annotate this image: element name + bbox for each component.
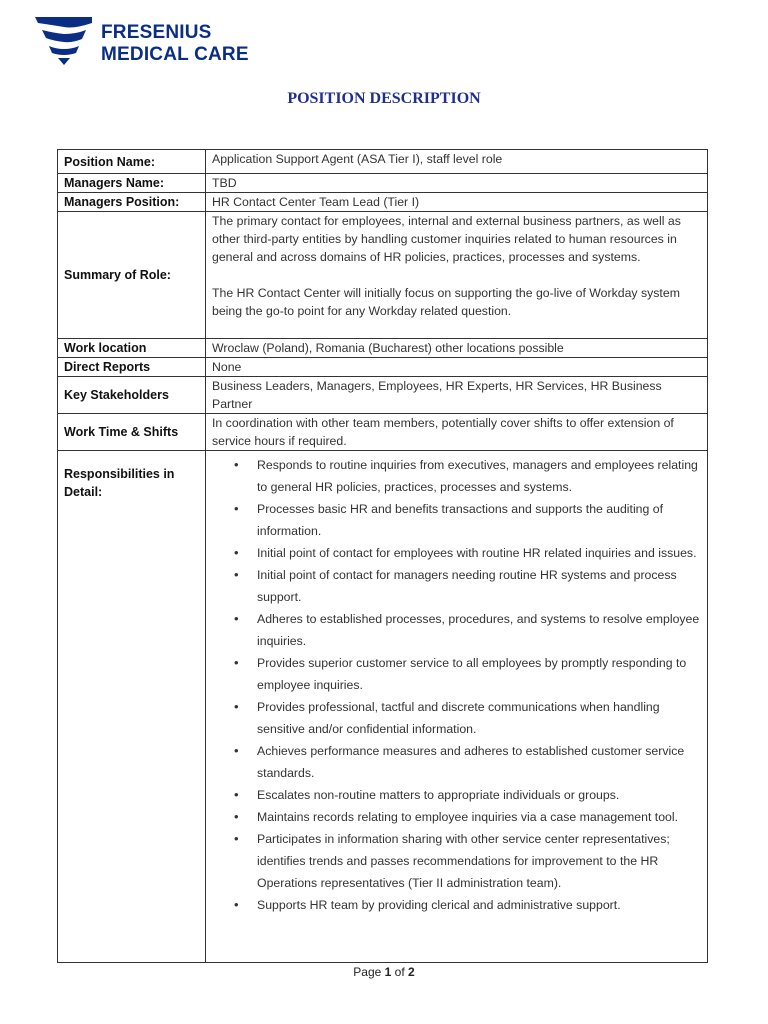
position-name-label: Position Name: [58, 150, 206, 174]
responsibilities-list [212, 451, 701, 916]
fresenius-logo-icon [34, 16, 94, 66]
direct-reports-value: None [206, 358, 708, 377]
table-row [58, 193, 708, 212]
list-item: • Initial point of contact for employees with routine HR related inquiries and issues. [212, 542, 701, 564]
position-table [57, 149, 708, 963]
table-row [58, 339, 708, 358]
work-location-label: Work location [58, 339, 206, 358]
table-row [58, 451, 708, 963]
responsibilities-label-text: Responsibilities in Detail: [64, 467, 175, 499]
work-location-value: Wroclaw (Poland), Romania (Bucharest) other locations possible [206, 339, 708, 358]
managers-position-label: Managers Position: [58, 193, 206, 212]
work-time-label: Work Time & Shifts [58, 414, 206, 451]
list-item: • Escalates non-routine matters to appropriate individuals or groups. [212, 784, 701, 806]
footer-total-pages: 2 [408, 965, 415, 979]
logo-line-2: MEDICAL CARE [101, 44, 249, 65]
list-item: • Processes basic HR and benefits transactions and supports the auditing of information. [212, 498, 701, 542]
work-time-value: In coordination with other team members, potentially cover shifts to offer extension of service hours if required. [206, 414, 708, 451]
list-item: • Provides superior customer service to all employees by promptly responding to employee inquiries. [212, 652, 701, 696]
direct-reports-label: Direct Reports [58, 358, 206, 377]
list-item: • Achieves performance measures and adheres to established customer service standards. [212, 740, 701, 784]
key-stakeholders-label: Key Stakeholders [58, 377, 206, 414]
position-name-value: Application Support Agent (ASA Tier I), staff level role [206, 150, 708, 174]
managers-name-label: Managers Name: [58, 174, 206, 193]
page-title: POSITION DESCRIPTION [287, 90, 481, 107]
summary-label: Summary of Role: [58, 212, 206, 339]
table-row [58, 414, 708, 451]
list-item: • Responds to routine inquiries from executives, managers and employees relating to general HR policies, practices, processes and systems. [212, 454, 701, 498]
list-item: • Maintains records relating to employee inquiries via a case management tool. [212, 806, 701, 828]
responsibilities-value [206, 451, 708, 963]
list-item: • Adheres to established processes, procedures, and systems to resolve employee inquiries. [212, 608, 701, 652]
list-item: • Provides professional, tactful and discrete communications when handling sensitive and/or confidential information. [212, 696, 701, 740]
footer-prefix: Page [353, 965, 385, 979]
managers-position-value: HR Contact Center Team Lead (Tier I) [206, 193, 708, 212]
table-row [58, 212, 708, 339]
list-item: • Initial point of contact for managers needing routine HR systems and process support. [212, 564, 701, 608]
company-logo [34, 16, 264, 70]
summary-value [206, 212, 708, 339]
responsibilities-label [58, 451, 206, 963]
table-row [58, 174, 708, 193]
footer-of: of [391, 965, 409, 979]
footer-current-page: 1 [384, 965, 392, 979]
key-stakeholders-value: Business Leaders, Managers, Employees, HR Experts, HR Services, HR Business Partner [206, 377, 708, 414]
logo-line-1: FRESENIUS [101, 22, 212, 43]
table-row [58, 377, 708, 414]
table-row [58, 358, 708, 377]
page-footer [0, 965, 768, 979]
list-item: • Participates in information sharing with other service center representatives; identifies trends and passes recommendations for improvement to the HR Operations representatives (Tier II administration team). [212, 828, 701, 894]
list-item: • Supports HR team by providing clerical and administrative support. [212, 894, 701, 916]
table-row [58, 150, 708, 174]
summary-paragraph-1: The primary contact for employees, internal and external business partners, as well as other third-party entities by handling customer inquiries related to human resources in general and across domains of HR policies, practices, processes and systems. [212, 214, 681, 264]
managers-name-value: TBD [206, 174, 708, 193]
summary-paragraph-2: The HR Contact Center will initially focus on supporting the go-live of Workday system being the go-to point for any Workday related question. [212, 286, 680, 318]
